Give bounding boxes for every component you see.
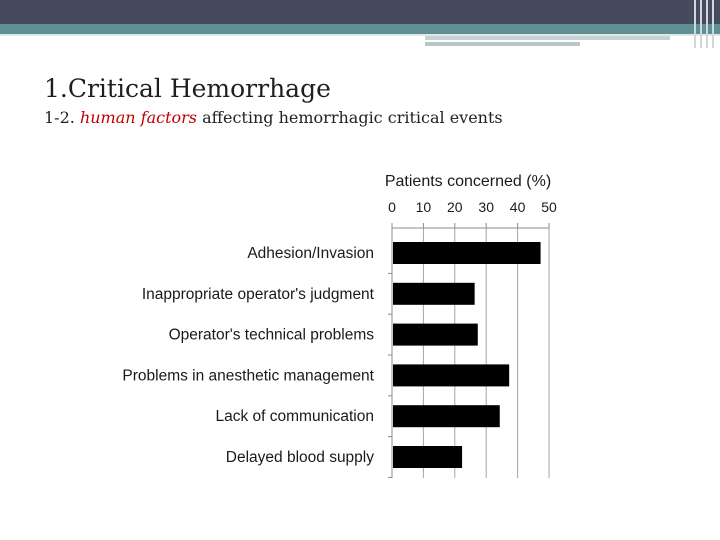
- chart-title: Patients concerned (%): [384, 173, 552, 190]
- chart-category-labels: [122, 245, 374, 466]
- category-label-2: Operator's technical problems: [168, 326, 374, 344]
- category-label-3: Problems in anesthetic management: [122, 367, 374, 385]
- category-label-0: Adhesion/Invasion: [247, 245, 374, 262]
- category-label-1: Inappropriate operator's judgment: [141, 285, 374, 303]
- subtitle-prefix: 1-2.: [44, 108, 80, 127]
- tick-label-20: 20: [447, 199, 463, 215]
- category-label-4: Lack of communication: [215, 408, 374, 426]
- bar-2: [393, 324, 478, 346]
- bar-4: [393, 405, 500, 427]
- tick-label-40: 40: [509, 199, 526, 215]
- tick-label-0: 0: [388, 199, 396, 215]
- category-label-5: Delayed blood supply: [225, 449, 374, 466]
- tick-label-50: 50: [541, 199, 557, 215]
- subtitle-highlight: human factors: [79, 108, 197, 127]
- tick-label-10: 10: [415, 199, 432, 215]
- bar-3: [393, 364, 509, 386]
- bar-1: [393, 283, 475, 305]
- chart-bars: [393, 242, 541, 468]
- slide-title: 1.Critical Hemorrhage: [44, 74, 331, 103]
- tick-label-30: 30: [478, 199, 494, 215]
- subtitle-suffix: affecting hemorrhagic critical events: [197, 108, 503, 127]
- bar-5: [393, 446, 462, 468]
- chart-grid: [423, 228, 549, 478]
- bar-0: [393, 242, 541, 264]
